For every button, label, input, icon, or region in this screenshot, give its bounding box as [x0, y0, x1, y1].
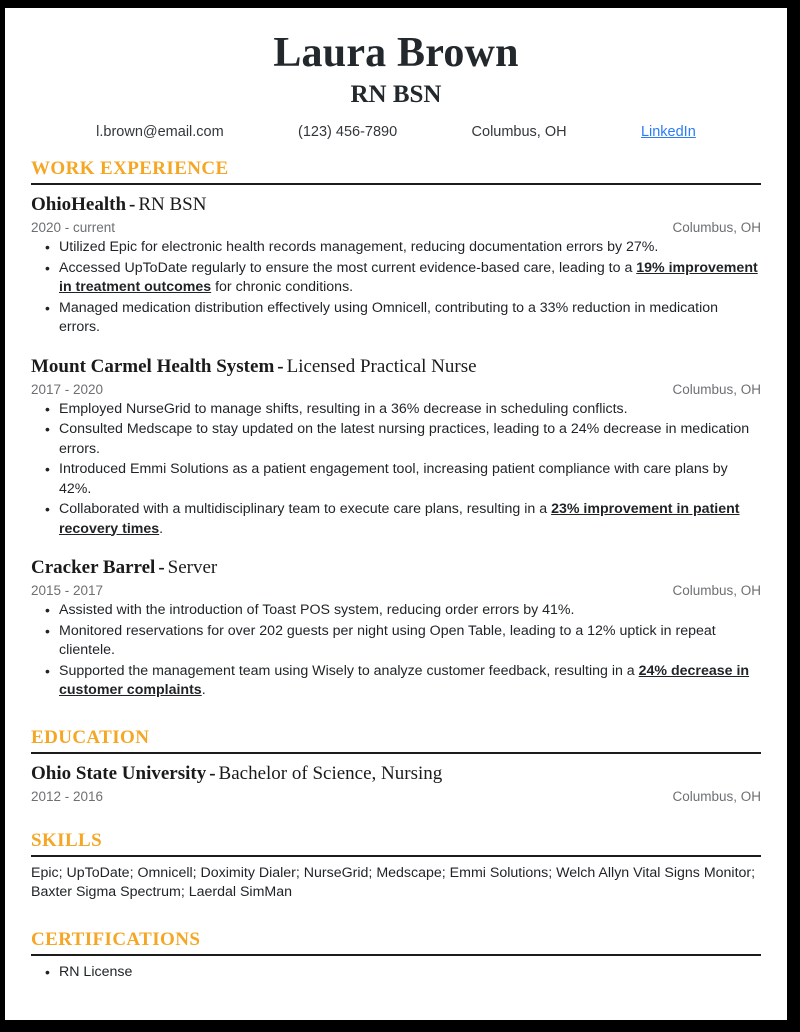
contact-phone[interactable]: (123) 456-7890 — [298, 124, 398, 140]
entry-meta — [31, 220, 761, 235]
highlighted-metric: 24% decrease in customer complaints — [59, 662, 750, 698]
entry-location: Columbus, OH — [672, 220, 761, 235]
section-education — [5, 727, 787, 804]
list-item — [31, 259, 761, 298]
list-item-text: Managed medication distribution effectively using Omnicell, contributing to a 33% reduction in medication errors. — [59, 299, 719, 335]
highlighted-metric: 23% improvement in patient recovery times — [59, 501, 740, 537]
section-title-certifications: CERTIFICATIONS — [31, 928, 201, 950]
contact-row — [31, 124, 761, 140]
section-divider — [31, 954, 761, 956]
candidate-headline: RN BSN — [350, 81, 442, 108]
section-title-skills: SKILLS — [31, 829, 103, 851]
list-item — [31, 238, 761, 258]
entry-organization: Ohio State University — [31, 762, 207, 784]
entry-separator: - — [129, 194, 136, 215]
list-item — [31, 400, 761, 420]
work-entry-2 — [31, 555, 761, 701]
list-item — [31, 420, 761, 459]
entry-heading — [31, 555, 761, 580]
entry-organization: Cracker Barrel — [31, 557, 156, 578]
entry-role: RN BSN — [138, 194, 207, 215]
work-entry-0 — [31, 192, 761, 338]
entry-meta — [31, 789, 761, 804]
education-entry-0 — [31, 761, 761, 804]
contact-location: Columbus, OH — [471, 124, 567, 140]
list-item — [31, 662, 761, 701]
entry-location: Columbus, OH — [672, 381, 761, 397]
section-divider — [31, 855, 761, 857]
list-item-text: Consulted Medscape to stay updated on the latest nursing practices, leading to a 24% decrease in medication errors. — [59, 421, 750, 457]
list-item-text: RN License — [59, 963, 133, 980]
list-item — [31, 601, 761, 621]
entry-dates: 2020 - current — [31, 220, 116, 235]
entry-organization: OhioHealth — [31, 194, 127, 215]
entry-dates: 2012 - 2016 — [31, 788, 104, 804]
list-item — [31, 622, 761, 661]
contact-email[interactable]: l.brown@email.com — [96, 124, 224, 140]
section-certifications — [5, 929, 787, 983]
list-item — [31, 963, 761, 983]
entry-separator: - — [209, 762, 216, 784]
entry-organization: Mount Carmel Health System — [31, 355, 275, 377]
entry-location: Columbus, OH — [672, 583, 761, 598]
section-title-education: EDUCATION — [31, 726, 150, 748]
entry-role: Server — [167, 557, 218, 578]
entry-bullet-list — [31, 400, 761, 540]
resume-header — [5, 8, 787, 140]
list-item-text: Monitored reservations for over 202 guests per night using Open Table, leading to a 12% uptick in repeat clientele. — [59, 622, 716, 658]
entry-separator: - — [158, 557, 165, 578]
highlighted-metric: 19% improvement in treatment outcomes — [59, 259, 758, 295]
entry-role: Licensed Practical Nurse — [286, 355, 477, 377]
resume-page — [5, 8, 787, 1020]
entry-dates: 2017 - 2020 — [31, 381, 104, 397]
entry-heading — [31, 192, 761, 217]
section-skills — [5, 830, 787, 903]
header-block — [31, 8, 761, 140]
section-divider — [31, 752, 761, 754]
list-item — [31, 500, 761, 539]
list-item-text: Utilized Epic for electronic health records management, reducing documentation errors by 27%. — [59, 239, 659, 255]
list-item-text: Introduced Emmi Solutions as a patient engagement tool, increasing patient compliance with care plans by 42%. — [59, 461, 728, 497]
certifications-bullet-list — [31, 963, 761, 983]
entry-meta — [31, 583, 761, 598]
entry-heading — [31, 354, 761, 379]
entry-heading — [31, 761, 761, 786]
entry-bullet-list — [31, 238, 761, 338]
list-item-text: Assisted with the introduction of Toast POS system, reducing order errors by 41%. — [59, 602, 575, 618]
list-item — [31, 299, 761, 338]
entry-bullet-list — [31, 601, 761, 701]
entry-separator: - — [277, 355, 284, 377]
section-work-experience — [5, 158, 787, 701]
entry-location: Columbus, OH — [672, 788, 761, 804]
list-item-text: . — [159, 520, 164, 537]
entry-degree: Bachelor of Science, Nursing — [218, 762, 443, 784]
entry-dates: 2015 - 2017 — [31, 583, 104, 598]
list-item-text: Accessed UpToDate regularly to ensure the most current evidence-based care, leading to a — [59, 259, 637, 276]
entry-meta — [31, 382, 761, 397]
list-item-text: Supported the management team using Wisely to analyze customer feedback, resulting in a — [59, 662, 639, 679]
section-title-work-experience: WORK EXPERIENCE — [31, 158, 229, 179]
section-divider — [31, 183, 761, 185]
list-item-text: . — [201, 682, 206, 698]
list-item-text: Collaborated with a multidisciplinary team to execute care plans, resulting in a — [59, 501, 552, 517]
list-item-text: for chronic conditions. — [211, 279, 354, 295]
work-entry-1 — [31, 354, 761, 540]
list-item — [31, 460, 761, 499]
list-item-text: Employed NurseGrid to manage shifts, resulting in a 36% decrease in scheduling conflicts. — [59, 400, 628, 417]
skills-list-text: Epic; UpToDate; Omnicell; Doximity Dialer; NurseGrid; Medscape; Emmi Solutions; Welch Allyn Vital Signs Monitor; Baxter Sigma Spectrum; Laerdal SimMan — [31, 864, 756, 900]
page-title: Laura Brown — [273, 30, 519, 76]
contact-linkedin-link[interactable]: LinkedIn — [640, 124, 696, 140]
